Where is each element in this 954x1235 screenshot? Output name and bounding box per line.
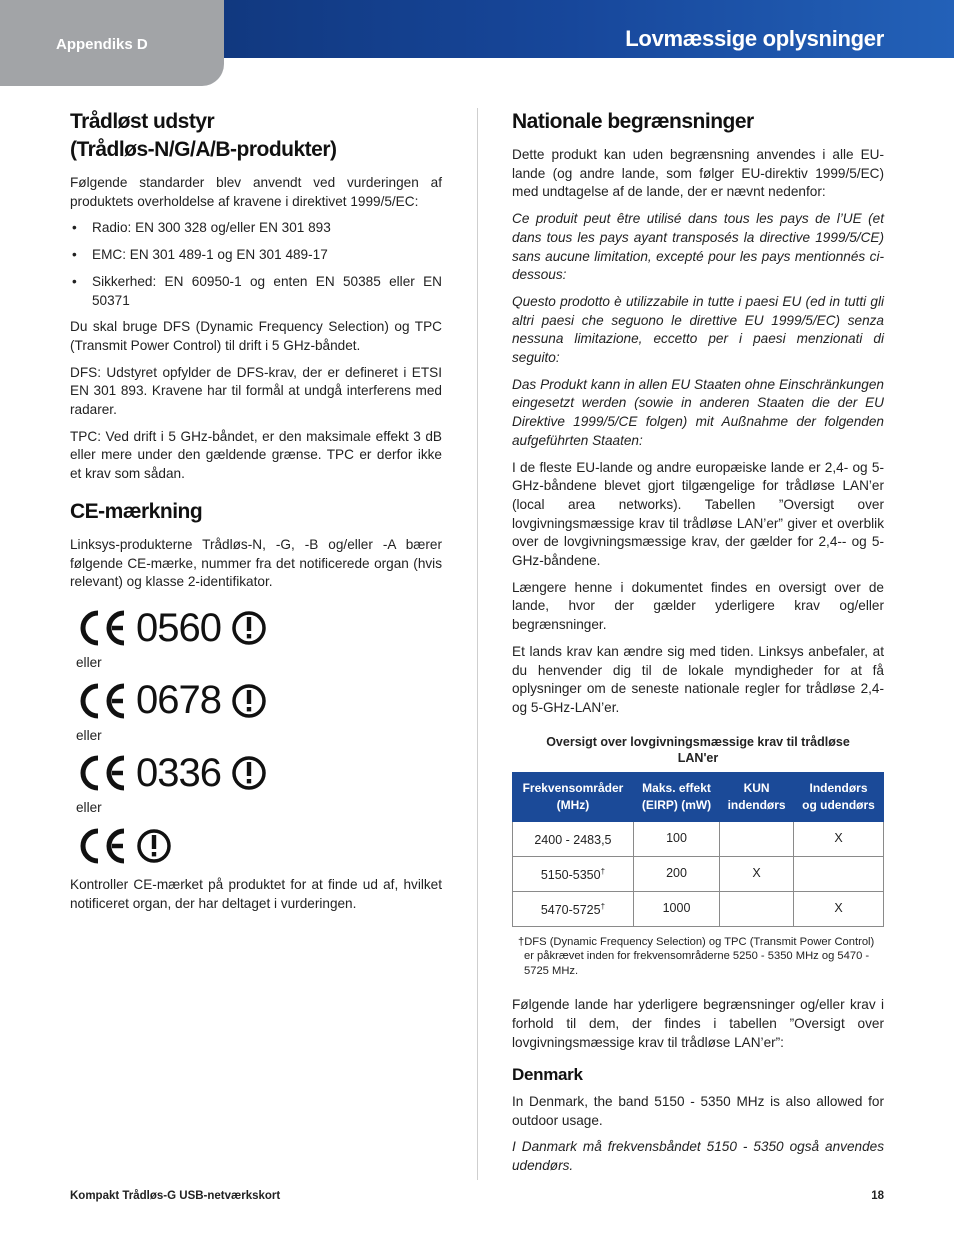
table-caption-line2: LAN'er [677,750,719,765]
paragraph-da: Dette produkt kan uden begrænsning anvendes i alle EU-lande (og andre lande, som følger EU-direktiv 1999/5/EC) med undtagelse af de lande, der er nævnt nedenfor: [512,147,884,200]
ce-mark-row-plain [76,824,442,868]
paragraph-most: I de fleste EU-lande og andre europæiske lande er 2,4- og 5-GHz-båndene blevet gjort tilgængelige for trådløse LAN’er (local area networks). Tabellen ”Oversigt over lovgivningsmæssige krav til trådløse LAN’er” giver et overblik over de lovgivningsmæssige krav, der gælder for 2,4-- og 5-GHz-båndene. [512,459,884,569]
alert-icon [231,683,267,719]
regulatory-table [512,772,884,927]
paragraph-standards: Følgende standarder blev anvendt ved vurderingen af produktets overholdelse af kravene i direktivet 1999/5/EC: [70,175,442,209]
heading-wireless-line1: Trådløst udstyr [70,110,215,133]
notified-body-number: 0678 [136,678,221,723]
page-title: Lovmæssige oplysninger [625,26,884,51]
list-item: • Sikkerhed: EN 60950-1 og enten EN 50385 eller EN 50371 [70,273,442,310]
standards-list [70,219,442,310]
table-cell: 2400 - 2483,5 [513,821,634,856]
paragraph-dk-en: In Denmark, the band 5150 - 5350 MHz is also allowed for outdoor usage. [512,1094,884,1128]
table-footnote: †DFS (Dynamic Frequency Selection) og TPC (Transmit Power Control) er påkrævet inden for frekvensområderne 5250 - 5350 MHz og 5470 - 5725 MHz. [518,935,875,977]
column-header: Maks. effekt (EIRP) (mW) [633,772,719,821]
paragraph-it: Questo prodotto è utilizzabile in tutte i paesi EU (ed in tutti gli altri paesi che seguono le direttive EU 1999/5/EC) senza nessuna limitazione, eccetto per i paesi menzionati di seguito: [512,293,884,366]
or-label: eller [76,800,102,816]
table-cell: 1000 [633,891,719,926]
heading-wireless-line2: (Trådløs-N/G/A/B-produkter) [70,138,337,161]
column-header: Indendørs og udendørs [794,772,884,821]
paragraph-following: Følgende lande har yderligere begrænsninger og/eller krav i forhold til dem, der findes i tabellen ”Oversigt over lovgivningsmæssige krav til trådløse LAN’er”: [512,997,884,1050]
paragraph-fr: Ce produit peut être utilisé dans tous les pays de l’UE (et dans tous les pays ayant transposés la directive 1999/5/CE) sans aucune limitation, excepté pour les pays mentionnés ci-dessous: [512,211,884,283]
paragraph-ce: Linksys-produkterne Trådløs-N, -G, -B og/eller -A bærer følgende CE-mærke, nummer fra det notificerede organ (hvis relevant) og klasse 2-identifikator. [70,536,442,590]
table-cell [794,856,884,891]
alert-icon [231,610,267,646]
table-cell: 100 [633,821,719,856]
alert-icon [231,755,267,791]
ce-mark-icon [76,609,128,647]
list-item: • Radio: EN 300 328 og/eller EN 301 893 [70,219,442,238]
table-row [513,856,884,891]
heading-wireless [70,108,442,164]
ce-mark-row-0678 [76,679,442,723]
appendix-label: Appendiks D [56,36,148,53]
or-label: eller [76,727,102,743]
table-cell: 5470-5725† [513,891,634,926]
paragraph-dfs: DFS: Udstyret opfylder de DFS-krav, der er defineret i ETSI EN 301 893. Kravene har til formål at undgå interferens med radarer. [70,364,442,418]
table-cell: X [794,821,884,856]
list-item: • EMC: EN 301 489-1 og EN 301 489-17 [70,246,442,265]
table-cell: X [794,891,884,926]
column-divider [477,108,478,1180]
table-cell [720,891,794,926]
heading-national: Nationale begrænsninger [512,110,754,133]
notified-body-number: 0560 [136,605,221,650]
paragraph-change: Et lands krav kan ændre sig med tiden. Linksys anbefaler, at du henvender dig til de lokale myndigheder for at få oplysninger om de seneste nationale regler for trådløse 2,4- og 5-GHz-LAN’er. [512,643,884,715]
table-cell [720,821,794,856]
left-column [70,108,442,921]
ce-mark-row-0560 [76,606,442,650]
paragraph-dfs-tpc: Du skal bruge DFS (Dynamic Frequency Selection) og TPC (Transmit Power Control) til drift i 5 GHz-båndet. [70,319,442,353]
right-column [512,108,884,1184]
footer-product: Kompakt Trådløs-G USB-netværkskort [70,1190,281,1202]
alert-icon [136,828,172,864]
paragraph-de: Das Produkt kann in allen EU Staaten ohne Einschränkungen eingesetzt werden (sowie in anderen Staaten die der EU Direktive 1999/5/CE folgen) mit Außnahme der folgenden aufgeführten Staaten: [512,376,884,448]
paragraph-tpc: TPC: Ved drift i 5 GHz-båndet, er den maksimale effekt 3 dB eller mere under den gældende grænse. TPC er derfor ikke et krav som sådan. [70,428,442,482]
ce-mark-icon [76,682,128,720]
page-number: 18 [871,1190,884,1202]
table-caption [512,734,884,766]
ce-mark-icon [76,827,128,865]
column-header: Frekvensområder (MHz) [513,772,634,821]
column-header: KUN indendørs [720,772,794,821]
table-cell: X [720,856,794,891]
table-row [513,891,884,926]
table-cell: 200 [633,856,719,891]
paragraph-check: Kontroller CE-mærket på produktet for at finde ud af, hvilket notificeret organ, der har deltaget i vurderingen. [70,877,442,911]
ce-mark-row-0336 [76,751,442,795]
paragraph-further: Længere henne i dokumentet findes en oversigt over de lande, hvor der gælder yderligere krav og/eller begrænsninger. [512,579,884,633]
table-caption-line1: Oversigt over lovgivningsmæssige krav til trådløse [546,734,850,749]
or-label: eller [76,654,102,670]
table-row [513,821,884,856]
notified-body-number: 0336 [136,751,221,795]
heading-denmark: Denmark [512,1065,583,1085]
heading-ce: CE-mærkning [70,499,203,523]
table-header-row [513,772,884,821]
table-cell: 5150-5350† [513,856,634,891]
ce-mark-icon [76,754,128,792]
paragraph-dk-da: I Danmark må frekvensbåndet 5150 - 5350 også anvendes udendørs. [512,1139,884,1174]
